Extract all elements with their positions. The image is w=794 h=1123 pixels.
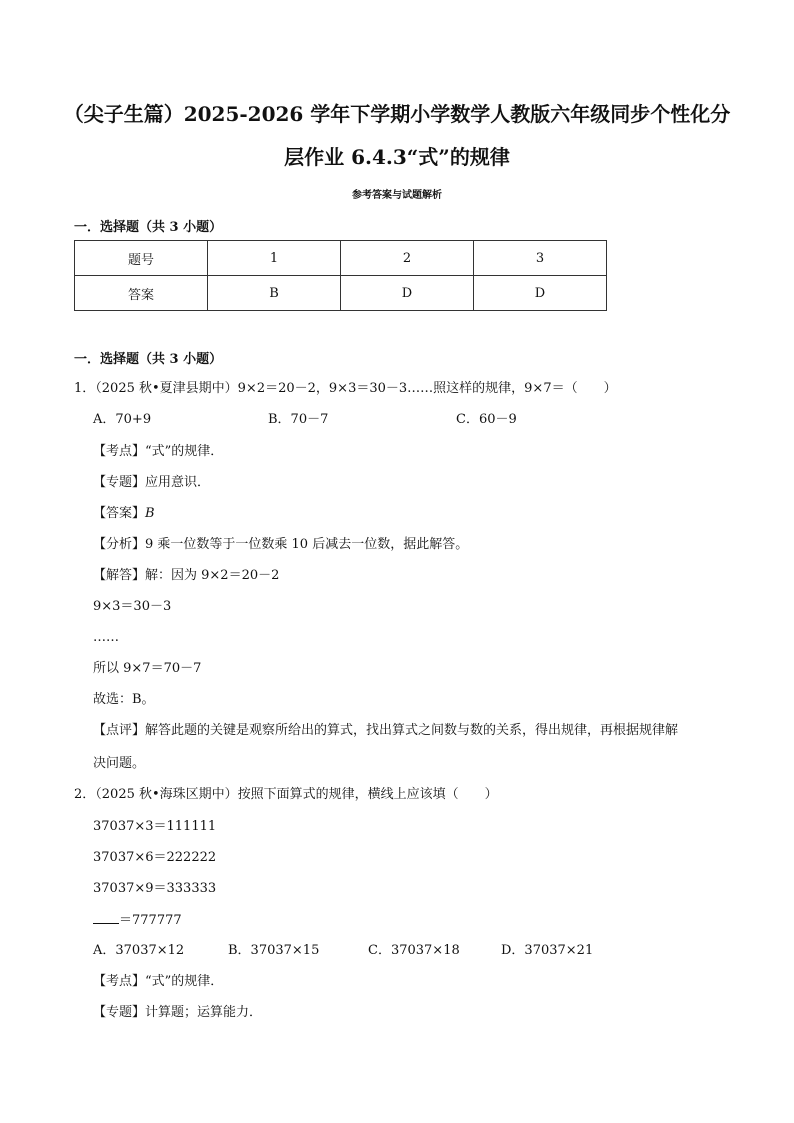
question-1-answer — [93, 505, 733, 523]
answer-value: B — [145, 506, 155, 521]
option-c: C．37037×18 — [368, 943, 460, 958]
section-heading-answers: 一．选择题（共 3 小题） — [74, 220, 223, 235]
table-cell: D — [341, 276, 474, 311]
question-2-equation-blank — [93, 911, 733, 930]
question-1-stem: 1．（2025 秋•夏津县期中）9×2＝20－2，9×3＝30－3……照这样的规律，9×7＝（ ） — [74, 381, 617, 396]
table-cell: B — [208, 276, 341, 311]
question-1-dianping-cont: 决问题。 — [93, 756, 146, 771]
table-cell: 题号 — [75, 241, 208, 276]
question-2-zhuanti: 【专题】计算题；运算能力． — [93, 1005, 263, 1020]
answer-label: 【答案】 — [93, 506, 146, 521]
option-b: B．70－7 — [268, 412, 329, 427]
table-cell: 1 — [208, 241, 341, 276]
table-cell: 答案 — [75, 276, 208, 311]
question-2-options — [93, 942, 733, 960]
question-1-zhuanti: 【专题】应用意识． — [93, 475, 211, 490]
question-2-equation: 37037×9＝333333 — [93, 881, 217, 896]
question-1-solution-line: 9×3＝30－3 — [93, 599, 172, 614]
table-row — [75, 241, 607, 276]
answer-table — [74, 240, 607, 311]
question-1-options — [93, 411, 733, 429]
option-a: A．70+9 — [93, 412, 152, 427]
equation-rhs: ＝777777 — [119, 913, 182, 928]
question-1-kaodian: 【考点】“式”的规律． — [93, 444, 224, 459]
question-1-fenxi: 【分析】9 乘一位数等于一位数乘 10 后减去一位数，据此解答。 — [93, 537, 469, 552]
table-cell: 2 — [341, 241, 474, 276]
question-1-jieda: 【解答】解：因为 9×2＝20－2 — [93, 568, 280, 583]
table-cell: D — [474, 276, 607, 311]
section-heading-questions: 一．选择题（共 3 小题） — [74, 352, 223, 367]
table-row — [75, 276, 607, 311]
option-c: C．60－9 — [456, 412, 517, 427]
question-1-dianping: 【点评】解答此题的关键是观察所给出的算式，找出算式之间数与数的关系，得出规律，再根据规律解 — [93, 723, 679, 738]
question-1-solution-line: 故选：B。 — [93, 692, 155, 707]
question-2-equation: 37037×3＝111111 — [93, 819, 217, 834]
answer-blank — [93, 911, 119, 924]
question-2-equation: 37037×6＝222222 — [93, 850, 217, 865]
option-d: D．37037×21 — [501, 943, 594, 958]
document-subtitle: 参考答案与试题解析 — [352, 190, 442, 201]
question-1-solution-line: …… — [93, 630, 119, 645]
document-title-line-1: （尖子生篇）2025-2026 学年下学期小学数学人教版六年级同步个性化分 — [63, 102, 731, 126]
document-title-line-2: 层作业 6.4.3“式”的规律 — [284, 145, 510, 169]
question-2-stem: 2．（2025 秋•海珠区期中）按照下面算式的规律，横线上应该填（ ） — [74, 787, 498, 802]
table-cell: 3 — [474, 241, 607, 276]
question-1-solution-line: 所以 9×7＝70－7 — [93, 661, 202, 676]
question-2-kaodian: 【考点】“式”的规律． — [93, 974, 224, 989]
option-b: B．37037×15 — [228, 943, 320, 958]
option-a: A．37037×12 — [93, 943, 185, 958]
